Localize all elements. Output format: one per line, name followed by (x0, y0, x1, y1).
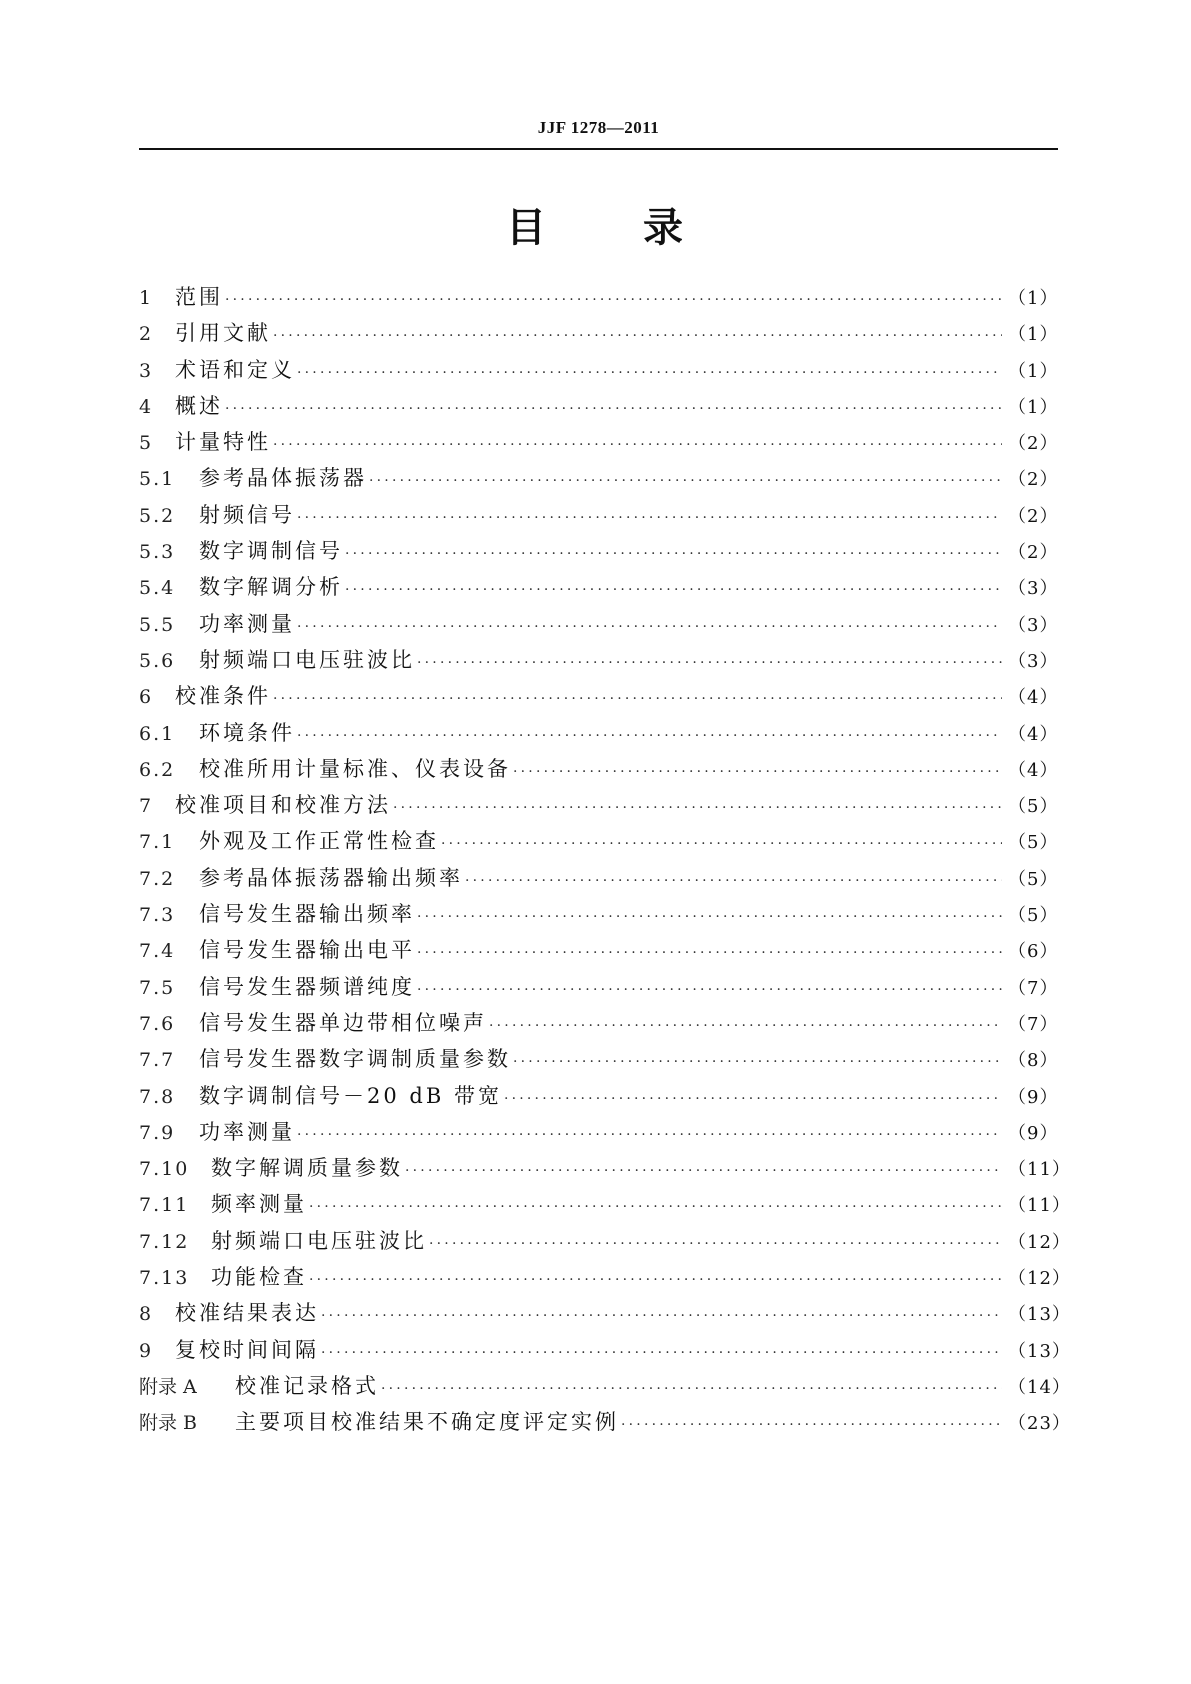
toc-entry-page: （3） (1008, 614, 1059, 636)
toc-entry-number: 7 (139, 795, 154, 818)
toc-entry[interactable] (139, 1005, 1058, 1041)
toc-entry-number: 7.4 (139, 940, 176, 963)
toc-entry-title: 信号发生器输出电平 (199, 938, 415, 963)
toc-entry[interactable] (139, 1150, 1071, 1186)
toc-entry-page: （2） (1008, 542, 1059, 564)
toc-entry-page: （12） (1008, 1268, 1071, 1290)
toc-entry-page: （2） (1008, 469, 1059, 491)
toc-entry-number: 7.6 (139, 1012, 176, 1035)
toc-entry-page: （11） (1008, 1159, 1071, 1181)
toc-dot-leader (297, 718, 1002, 754)
toc-entry-number: 7.1 (139, 831, 176, 854)
toc-entry[interactable] (139, 932, 1058, 968)
toc-entry-page: （1） (1008, 288, 1059, 309)
toc-entry-title: 信号发生器数字调制质量参数 (199, 1047, 511, 1072)
toc-dot-leader (489, 1008, 1002, 1044)
toc-dot-leader (513, 1044, 1002, 1080)
toc-entry-number: 9 (139, 1339, 154, 1362)
toc-entry[interactable] (139, 569, 1058, 605)
toc-entry-title: 参考晶体振荡器输出频率 (199, 865, 463, 890)
toc-entry-title: 参考晶体振荡器 (199, 466, 367, 491)
toc-entry-number: 7.12 (139, 1230, 190, 1253)
toc-dot-leader (225, 282, 1002, 318)
toc-entry-title: 信号发生器单边带相位噪声 (199, 1010, 487, 1035)
toc-entry-page: （7） (1008, 1013, 1059, 1035)
toc-entry-number: 7.3 (139, 904, 176, 927)
toc-entry-title: 数字解调分析 (199, 575, 343, 600)
toc-entry-page: （13） (1008, 1304, 1071, 1326)
page-title (0, 196, 1191, 253)
toc-dot-leader (225, 391, 1002, 427)
toc-entry-title: 信号发生器频谱纯度 (199, 974, 415, 999)
toc-entry-number: 7.7 (139, 1049, 176, 1072)
toc-dot-leader (273, 681, 1002, 717)
toc-entry-page: （1） (1008, 360, 1059, 382)
toc-entry-number: 5.6 (139, 649, 176, 672)
toc-entry-title: 校准结果表达 (175, 1301, 319, 1326)
toc-entry-title: 外观及工作正常性检查 (199, 829, 439, 854)
toc-entry-number: 6.2 (139, 758, 176, 781)
toc-entry-number: 附录 B (139, 1412, 198, 1435)
toc-dot-leader (441, 826, 1002, 862)
toc-entry-page: （5） (1008, 868, 1059, 890)
toc-entry[interactable] (139, 606, 1058, 642)
toc-entry-title: 数字调制信号 (199, 539, 343, 564)
toc-entry-number: 2 (139, 323, 154, 346)
toc-entry-page: （5） (1008, 905, 1059, 927)
toc-dot-leader (297, 609, 1002, 645)
toc-dot-leader (417, 899, 1002, 935)
toc-entry-title: 校准条件 (175, 684, 271, 709)
toc-entry-number: 8 (139, 1303, 154, 1326)
toc-entry[interactable] (139, 388, 1058, 424)
toc-entry-number: 5.3 (139, 541, 176, 564)
toc-entry[interactable] (139, 1368, 1071, 1404)
toc-entry-number: 7.5 (139, 976, 176, 999)
toc-entry[interactable] (139, 1186, 1071, 1222)
toc-entry[interactable] (139, 1259, 1071, 1295)
toc-entry-number: 6 (139, 686, 154, 709)
toc-entry-title: 射频端口电压驻波比 (199, 647, 415, 672)
toc-entry-number: 7.11 (139, 1194, 190, 1217)
toc-dot-leader (621, 1407, 1002, 1443)
toc-entry[interactable] (139, 460, 1058, 496)
toc-entry-page: （9） (1008, 1086, 1059, 1108)
header-rule (139, 148, 1058, 150)
toc-entry-number: 附录 A (139, 1375, 197, 1398)
toc-entry-title: 校准记录格式 (235, 1373, 379, 1398)
toc-entry-page: （5） (1008, 832, 1059, 854)
toc-entry[interactable] (139, 1114, 1058, 1150)
toc-entry-page: （1） (1008, 324, 1059, 346)
toc-dot-leader (369, 463, 1002, 499)
toc-entry[interactable] (139, 1078, 1058, 1114)
toc-entry-number: 1 (139, 287, 154, 309)
toc-dot-leader (297, 355, 1002, 391)
toc-entry-page: （5） (1008, 796, 1059, 818)
toc-dot-leader (297, 1117, 1002, 1153)
toc-entry[interactable] (139, 787, 1058, 823)
toc-dot-leader (429, 1226, 1002, 1262)
toc-entry-page: （1） (1008, 396, 1059, 418)
toc-dot-leader (513, 754, 1002, 790)
toc-entry-page: （12） (1008, 1231, 1071, 1253)
title-char-1: 目 (506, 205, 548, 251)
toc-entry-title: 计量特性 (175, 430, 271, 455)
toc-entry[interactable] (139, 969, 1058, 1005)
toc-entry-title: 功能检查 (211, 1265, 307, 1290)
toc-dot-leader (417, 935, 1002, 971)
toc-entry-title: 引用文献 (175, 321, 271, 346)
toc-entry-page: （11） (1008, 1195, 1071, 1217)
toc-dot-leader (345, 536, 1002, 572)
toc-entry-title: 主要项目校准结果不确定度评定实例 (235, 1410, 619, 1435)
toc-dot-leader (417, 645, 1002, 681)
toc-entry-number: 5.5 (139, 613, 176, 636)
toc-entry-page: （2） (1008, 505, 1059, 527)
toc-entry-page: （3） (1008, 578, 1059, 600)
toc-entry-page: （23） (1008, 1413, 1071, 1435)
toc-entry-title: 术语和定义 (175, 357, 295, 382)
toc-entry[interactable] (139, 352, 1058, 388)
toc-dot-leader (309, 1189, 1002, 1225)
toc-entry[interactable] (139, 715, 1058, 751)
toc-dot-leader (405, 1153, 1002, 1189)
toc-entry[interactable] (139, 642, 1058, 678)
toc-dot-leader (297, 500, 1002, 536)
toc-entry-page: （4） (1008, 759, 1059, 781)
toc-entry[interactable] (139, 1332, 1071, 1368)
document-code-header: JJF 1278—2011 (537, 118, 660, 137)
toc-dot-leader (321, 1335, 1002, 1371)
toc-dot-leader (465, 863, 1002, 899)
toc-entry-title: 概述 (175, 393, 223, 418)
toc-entry-page: （2） (1008, 433, 1059, 455)
toc-entry-page: （4） (1008, 723, 1059, 745)
toc-entry-number: 3 (139, 359, 154, 382)
toc-entry-number: 7.8 (139, 1085, 176, 1108)
toc-entry-number: 5.1 (139, 468, 176, 491)
toc-entry[interactable] (139, 1223, 1071, 1259)
toc-entry-page: （13） (1008, 1340, 1071, 1362)
toc-entry[interactable] (139, 678, 1058, 714)
toc-entry[interactable] (139, 751, 1058, 787)
table-of-contents (139, 279, 1071, 1441)
toc-entry-page: （7） (1008, 977, 1059, 999)
toc-entry-title: 频率测量 (211, 1192, 307, 1217)
toc-entry[interactable] (139, 1404, 1071, 1440)
toc-entry[interactable] (139, 1041, 1058, 1077)
toc-entry-title: 数字解调质量参数 (211, 1156, 403, 1181)
toc-entry-number: 5.2 (139, 504, 176, 527)
toc-dot-leader (321, 1298, 1002, 1334)
toc-entry-number: 7.9 (139, 1121, 176, 1144)
toc-entry[interactable] (139, 424, 1058, 460)
toc-dot-leader (393, 790, 1002, 826)
toc-dot-leader (273, 427, 1002, 463)
toc-entry-title: 功率测量 (199, 1119, 295, 1144)
toc-entry-title: 校准所用计量标准、仪表设备 (199, 756, 511, 781)
title-char-2: 录 (643, 205, 685, 251)
toc-entry-number: 6.1 (139, 722, 176, 745)
toc-entry-title: 校准项目和校准方法 (175, 793, 391, 818)
toc-entry-number: 5.4 (139, 577, 176, 600)
toc-entry-title: 功率测量 (199, 611, 295, 636)
toc-entry-title: 环境条件 (199, 720, 295, 745)
toc-entry-title: 数字调制信号－20 dB 带宽 (199, 1083, 502, 1108)
toc-entry-page: （6） (1008, 941, 1059, 963)
toc-entry-number: 7.2 (139, 867, 176, 890)
toc-dot-leader (417, 972, 1002, 1008)
toc-entry[interactable] (139, 823, 1058, 859)
toc-entry-page: （9） (1008, 1122, 1059, 1144)
toc-entry[interactable] (139, 860, 1058, 896)
toc-entry[interactable] (139, 533, 1058, 569)
toc-entry-page: （3） (1008, 650, 1059, 672)
toc-entry-number: 4 (139, 395, 154, 418)
toc-entry-title: 范围 (175, 285, 223, 309)
toc-entry[interactable] (139, 497, 1058, 533)
toc-entry[interactable] (139, 896, 1058, 932)
toc-entry-title: 信号发生器输出频率 (199, 902, 415, 927)
toc-dot-leader (504, 1081, 1002, 1117)
toc-entry-title: 射频信号 (199, 502, 295, 527)
toc-entry[interactable] (139, 1295, 1071, 1331)
toc-entry[interactable] (139, 279, 1058, 315)
toc-dot-leader (345, 572, 1002, 608)
toc-dot-leader (273, 318, 1002, 354)
toc-entry-number: 5 (139, 432, 154, 455)
toc-entry-page: （8） (1008, 1050, 1059, 1072)
toc-entry-number: 7.10 (139, 1158, 190, 1181)
toc-entry-title: 复校时间间隔 (175, 1337, 319, 1362)
toc-dot-leader (309, 1262, 1002, 1298)
toc-entry-title: 射频端口电压驻波比 (211, 1228, 427, 1253)
toc-entry-page: （14） (1008, 1376, 1071, 1398)
toc-dot-leader (381, 1371, 1002, 1407)
toc-entry-number: 7.13 (139, 1267, 190, 1290)
toc-entry[interactable] (139, 315, 1058, 351)
toc-entry-page: （4） (1008, 687, 1059, 709)
